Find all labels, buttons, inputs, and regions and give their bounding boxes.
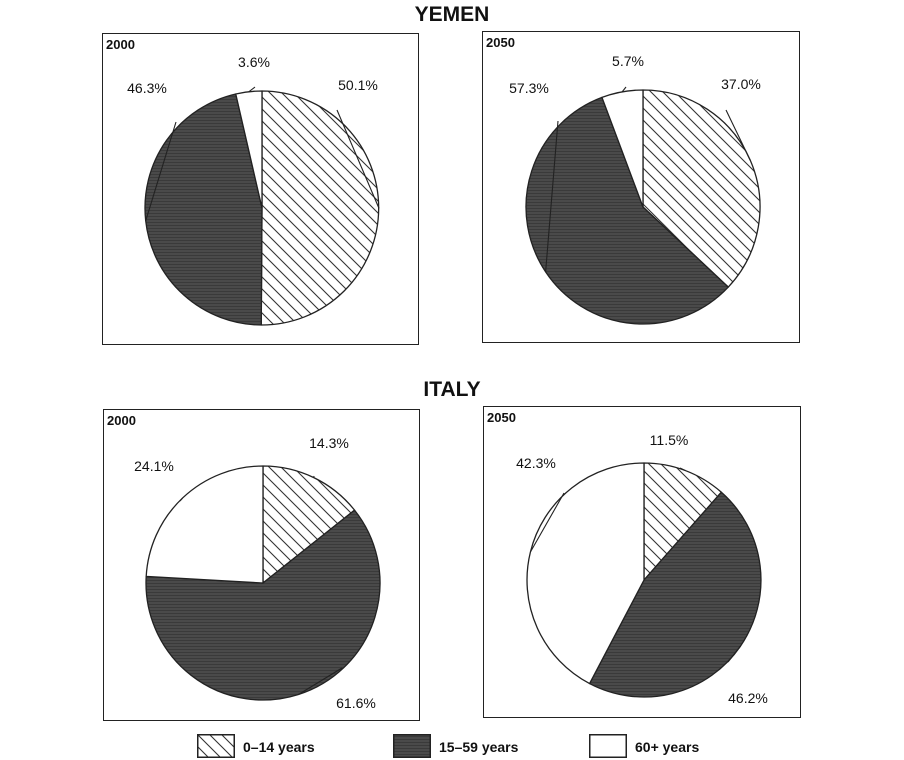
- pie-chart-italy-2050: [484, 407, 800, 717]
- data-label: 37.0%: [721, 76, 761, 92]
- data-label: 24.1%: [134, 458, 174, 474]
- data-label: 46.2%: [728, 690, 768, 706]
- legend-swatch-white: [589, 734, 627, 758]
- pie-panel-yemen-2000: [102, 33, 419, 345]
- data-label: 57.3%: [509, 80, 549, 96]
- data-label: 61.6%: [336, 695, 376, 711]
- data-label: 11.5%: [649, 432, 689, 448]
- panel-year-label: 2000: [106, 37, 135, 52]
- pie-slice-hatch: [261, 91, 378, 325]
- legend-swatch-rect: [198, 735, 235, 758]
- data-label: 5.7%: [612, 53, 644, 69]
- legend-label: 15–59 years: [439, 739, 519, 755]
- data-label: 42.3%: [516, 455, 556, 471]
- legend-label: 60+ years: [635, 739, 700, 755]
- legend-label: 0–14 years: [243, 739, 315, 755]
- panel-year-label: 2050: [487, 410, 516, 425]
- data-label: 50.1%: [338, 77, 378, 93]
- pie-panel-italy-2000: [103, 409, 420, 721]
- pie-slice-white: [146, 466, 263, 583]
- legend-swatch-dark: [393, 734, 431, 758]
- pie-chart-yemen-2050: [483, 32, 799, 342]
- data-label: 3.6%: [238, 54, 270, 70]
- panel-year-label: 2000: [107, 413, 136, 428]
- legend-swatch-hatch: [197, 734, 235, 758]
- data-label: 46.3%: [127, 80, 167, 96]
- legend-swatch-rect: [394, 735, 431, 758]
- pie-panel-yemen-2050: [482, 31, 800, 343]
- pie-chart-yemen-2000: [103, 34, 418, 344]
- pie-panel-italy-2050: [483, 406, 801, 718]
- legend-swatch-rect: [590, 735, 627, 758]
- yemen-title: YEMEN: [414, 3, 490, 26]
- data-label: 14.3%: [309, 435, 349, 451]
- italy-title: ITALY: [423, 378, 481, 401]
- panel-year-label: 2050: [486, 35, 515, 50]
- pie-chart-italy-2000: [104, 410, 419, 720]
